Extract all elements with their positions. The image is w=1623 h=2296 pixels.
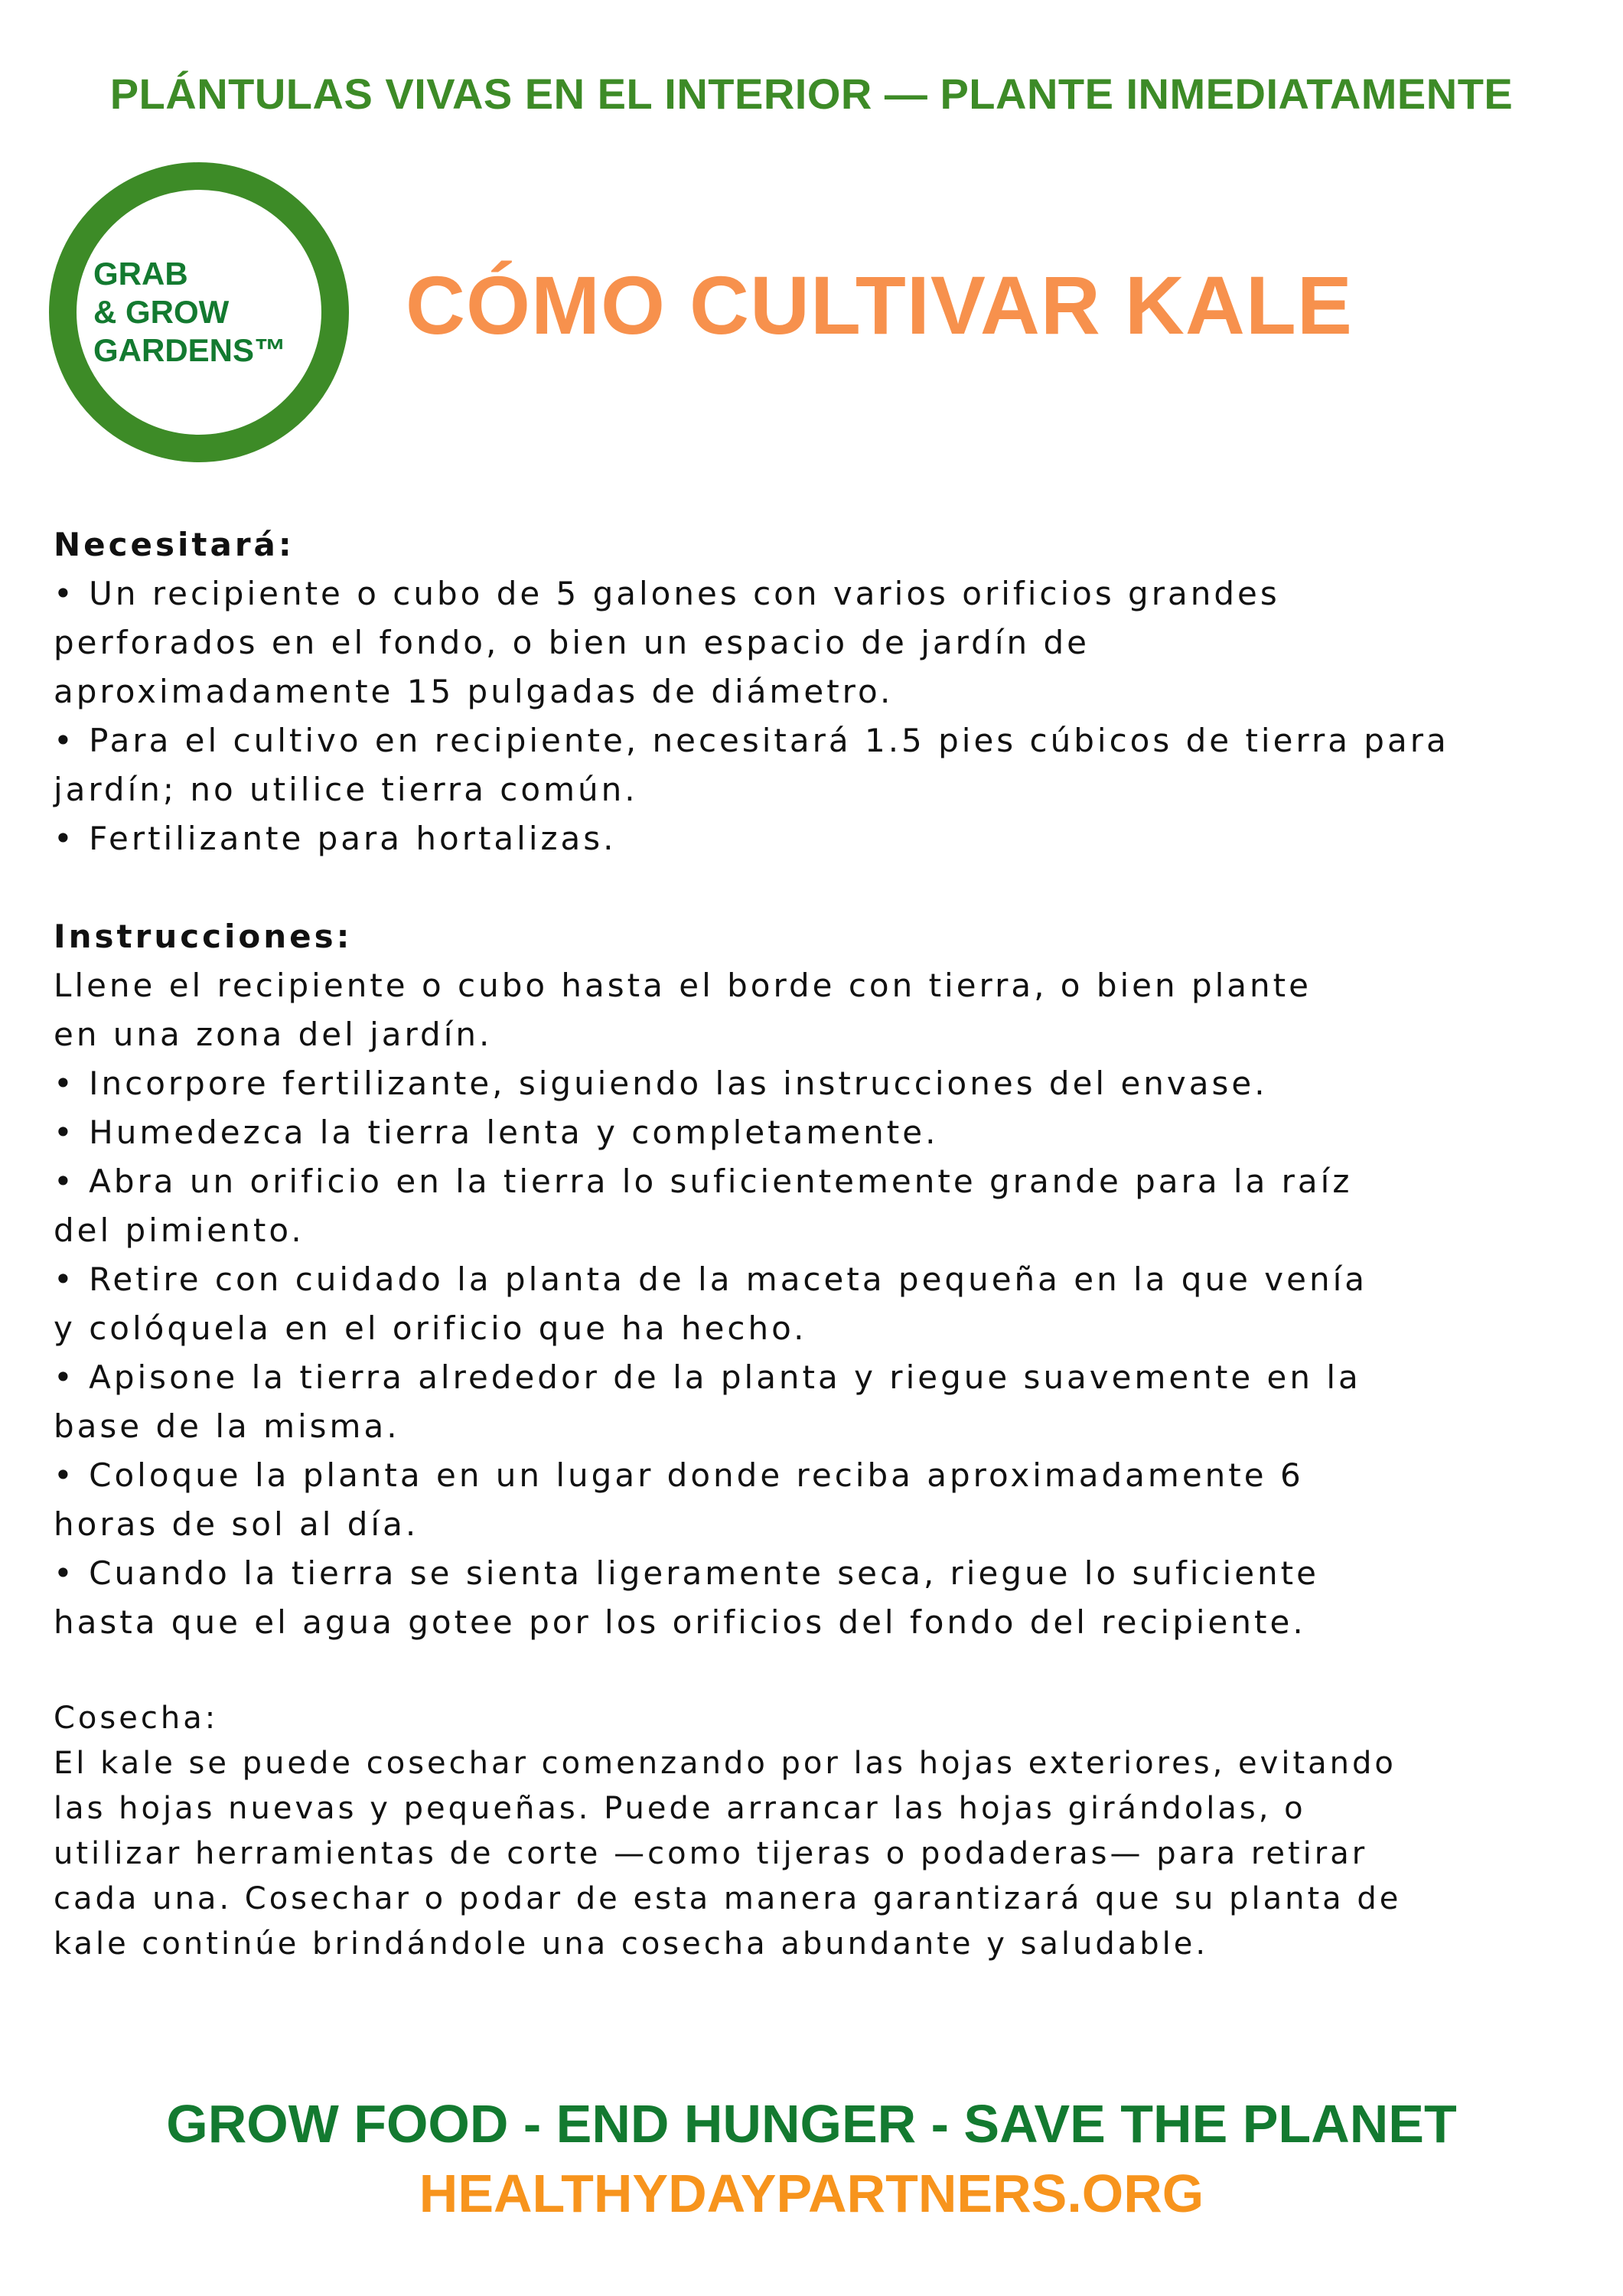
footer-website: HEALTHYDAYPARTNERS.ORG [419, 2164, 1204, 2223]
instructions-section [54, 912, 1576, 1647]
instructions-line: • Humedezca la tierra lenta y completamente. [54, 1114, 939, 1151]
harvest-line: El kale se puede cosechar comenzando por las hojas exteriores, evitando [54, 1746, 1396, 1781]
needs-line: • Un recipiente o cubo de 5 galones con varios orificios grandes [54, 575, 1280, 612]
needs-line: jardín; no utilice tierra común. [54, 771, 638, 808]
needs-section [54, 520, 1576, 863]
instructions-line: • Incorpore fertilizante, siguiendo las instrucciones del envase. [54, 1065, 1268, 1102]
logo-line-3: GARDENS™ [93, 332, 287, 368]
needs-line: aproximadamente 15 pulgadas de diámetro. [54, 673, 894, 710]
page-title: CÓMO CULTIVAR KALE [406, 259, 1353, 351]
logo-line-2: & GROW [93, 294, 230, 330]
section-spacer [54, 1647, 1576, 1696]
footer-slogan: GROW FOOD - END HUNGER - SAVE THE PLANET [166, 2094, 1457, 2154]
needs-line: perforados en el fondo, o bien un espacio de jardín de [54, 624, 1090, 661]
needs-heading: Necesitará: [54, 526, 295, 563]
instructions-line: Llene el recipiente o cubo hasta el borde con tierra, o bien plante [54, 967, 1312, 1004]
instructions-line: • Retire con cuidado la planta de la maceta pequeña en la que venía [54, 1261, 1367, 1298]
instructions-line: hasta que el agua gotee por los orificios del fondo del recipiente. [54, 1603, 1306, 1641]
instructions-line: base de la misma. [54, 1407, 400, 1445]
instructions-line: en una zona del jardín. [54, 1016, 493, 1053]
needs-line: • Para el cultivo en recipiente, necesitará 1.5 pies cúbicos de tierra para [54, 722, 1449, 759]
instructions-line: • Coloque la planta en un lugar donde reciba aproximadamente 6 [54, 1456, 1304, 1494]
instructions-line: horas de sol al día. [54, 1505, 419, 1543]
instructions-line: y colóquela en el orificio que ha hecho. [54, 1309, 807, 1347]
top-banner: PLÁNTULAS VIVAS EN EL INTERIOR — PLANTE INMEDIATAMENTE [109, 70, 1514, 118]
logo-ring-graphic [47, 161, 350, 464]
needs-line: • Fertilizante para hortalizas. [54, 820, 617, 857]
logo-line-1: GRAB [93, 256, 188, 292]
harvest-line: cada una. Cosechar o podar de esta manera garantizará que su planta de [54, 1881, 1402, 1916]
harvest-line: utilizar herramientas de corte —como tijeras o podaderas— para retirar [54, 1836, 1368, 1871]
instructions-line: • Cuando la tierra se sienta ligeramente seca, riegue lo suficiente [54, 1554, 1319, 1592]
section-spacer [54, 863, 1576, 912]
grab-and-grow-gardens-logo [47, 161, 350, 464]
harvest-line: kale continúe brindándole una cosecha abundante y saludable. [54, 1926, 1209, 1962]
instructions-heading: Instrucciones: [54, 918, 353, 955]
harvest-line: las hojas nuevas y pequeñas. Puede arrancar las hojas girándolas, o [54, 1791, 1306, 1826]
harvest-heading: Cosecha: [54, 1701, 219, 1736]
document-body [54, 520, 1576, 1967]
harvest-section [54, 1696, 1576, 1967]
instructions-line: del pimiento. [54, 1212, 305, 1249]
instructions-line: • Apisone la tierra alrededor de la planta y riegue suavemente en la [54, 1358, 1361, 1396]
instructions-line: • Abra un orificio en la tierra lo suficientemente grande para la raíz [54, 1163, 1353, 1200]
